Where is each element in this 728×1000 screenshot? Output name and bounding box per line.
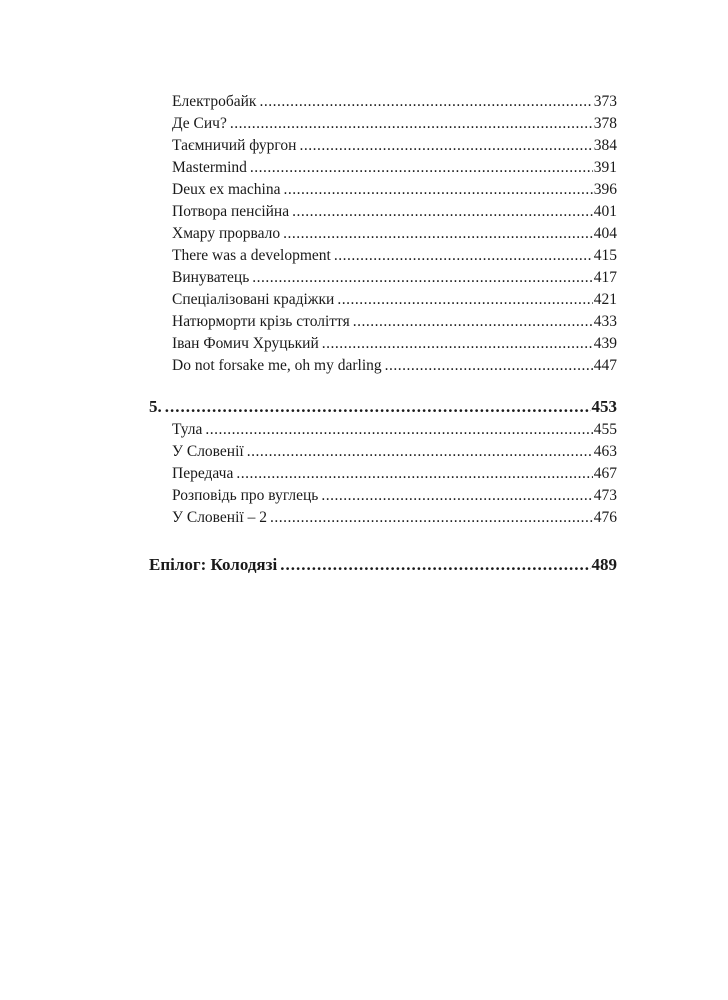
toc-epilogue-title: Епілог: Колодязі — [149, 555, 278, 574]
dot-leader — [230, 113, 593, 135]
toc-entry-title: Таємничий фургон — [172, 137, 297, 154]
toc-entry-page: 476 — [593, 509, 617, 526]
toc-entry-title: Натюрморти крізь століття — [172, 313, 350, 330]
toc-entry-page: 391 — [593, 159, 617, 176]
toc-entry-title: Винуватець — [172, 269, 250, 286]
toc-entry — [149, 419, 617, 441]
dot-leader — [334, 245, 593, 267]
toc-entry-page: 384 — [593, 137, 617, 154]
table-of-contents — [149, 91, 617, 577]
dot-leader — [321, 485, 592, 507]
toc-entry-title: Хмару прорвало — [172, 225, 281, 242]
toc-entry — [149, 463, 617, 485]
toc-entry — [149, 311, 617, 333]
dot-leader — [270, 507, 593, 529]
toc-part-heading — [149, 395, 617, 419]
toc-entry — [149, 441, 617, 463]
toc-entry — [149, 113, 617, 135]
toc-entry-title: Розповідь про вуглець — [172, 487, 319, 504]
toc-entry — [149, 267, 617, 289]
toc-entry-page: 439 — [593, 335, 617, 352]
toc-entry — [149, 507, 617, 529]
toc-entry-page: 373 — [593, 93, 617, 110]
toc-entry-page: 415 — [593, 247, 617, 264]
dot-leader — [247, 441, 593, 463]
toc-entry — [149, 485, 617, 507]
toc-entry-page: 421 — [593, 291, 617, 308]
toc-entry-title: Mastermind — [172, 159, 247, 176]
dot-leader — [337, 289, 592, 311]
toc-entry-title: Спеціалізовані крадіжки — [172, 291, 335, 308]
dot-leader — [205, 419, 592, 441]
toc-entry-title: Do not forsake me, oh my darling — [172, 357, 382, 374]
toc-entry — [149, 333, 617, 355]
toc-part-page: 453 — [591, 397, 617, 416]
toc-entry-page: 455 — [593, 421, 617, 438]
toc-entry-title: Тула — [172, 421, 203, 438]
toc-entry — [149, 91, 617, 113]
dot-leader — [385, 355, 593, 377]
toc-entry — [149, 179, 617, 201]
dot-leader — [250, 157, 593, 179]
dot-leader — [283, 179, 592, 201]
toc-entry-title: Де Сич? — [172, 115, 227, 132]
toc-entry-title: Передача — [172, 465, 234, 482]
toc-entry — [149, 157, 617, 179]
toc-entry-page: 404 — [593, 225, 617, 242]
toc-entry-page: 401 — [593, 203, 617, 220]
dot-leader — [259, 91, 592, 113]
toc-entry-title: Потвора пенсійна — [172, 203, 290, 220]
toc-entry — [149, 289, 617, 311]
toc-entry-title: Електробайк — [172, 93, 257, 110]
toc-entry — [149, 223, 617, 245]
toc-entry — [149, 245, 617, 267]
toc-entry-page: 473 — [593, 487, 617, 504]
dot-leader — [236, 463, 592, 485]
toc-entry-page: 447 — [593, 357, 617, 374]
dot-leader — [280, 553, 590, 577]
toc-entry — [149, 201, 617, 223]
dot-leader — [299, 135, 592, 157]
toc-entry-page: 467 — [593, 465, 617, 482]
toc-entry-title: Deux ex machina — [172, 181, 281, 198]
spacer — [149, 377, 617, 395]
dot-leader — [322, 333, 593, 355]
toc-epilogue-heading — [149, 553, 617, 577]
toc-entry-page: 417 — [593, 269, 617, 286]
toc-entry-page: 396 — [593, 181, 617, 198]
dot-leader — [283, 223, 593, 245]
toc-entry-title: Іван Фомич Хруцький — [172, 335, 319, 352]
toc-entry-page: 433 — [593, 313, 617, 330]
toc-entry — [149, 355, 617, 377]
dot-leader — [353, 311, 593, 333]
dot-leader — [165, 395, 591, 419]
toc-entry-page: 463 — [593, 443, 617, 460]
dot-leader — [292, 201, 593, 223]
toc-part-title: 5. — [149, 397, 162, 416]
toc-entry-title: У Словенії — [172, 443, 244, 460]
toc-entry-title: У Словенії – 2 — [172, 509, 267, 526]
toc-epilogue-page: 489 — [591, 555, 617, 574]
toc-entry — [149, 135, 617, 157]
toc-entry-page: 378 — [593, 115, 617, 132]
spacer — [149, 529, 617, 553]
dot-leader — [252, 267, 592, 289]
toc-entry-title: There was a development — [172, 247, 331, 264]
